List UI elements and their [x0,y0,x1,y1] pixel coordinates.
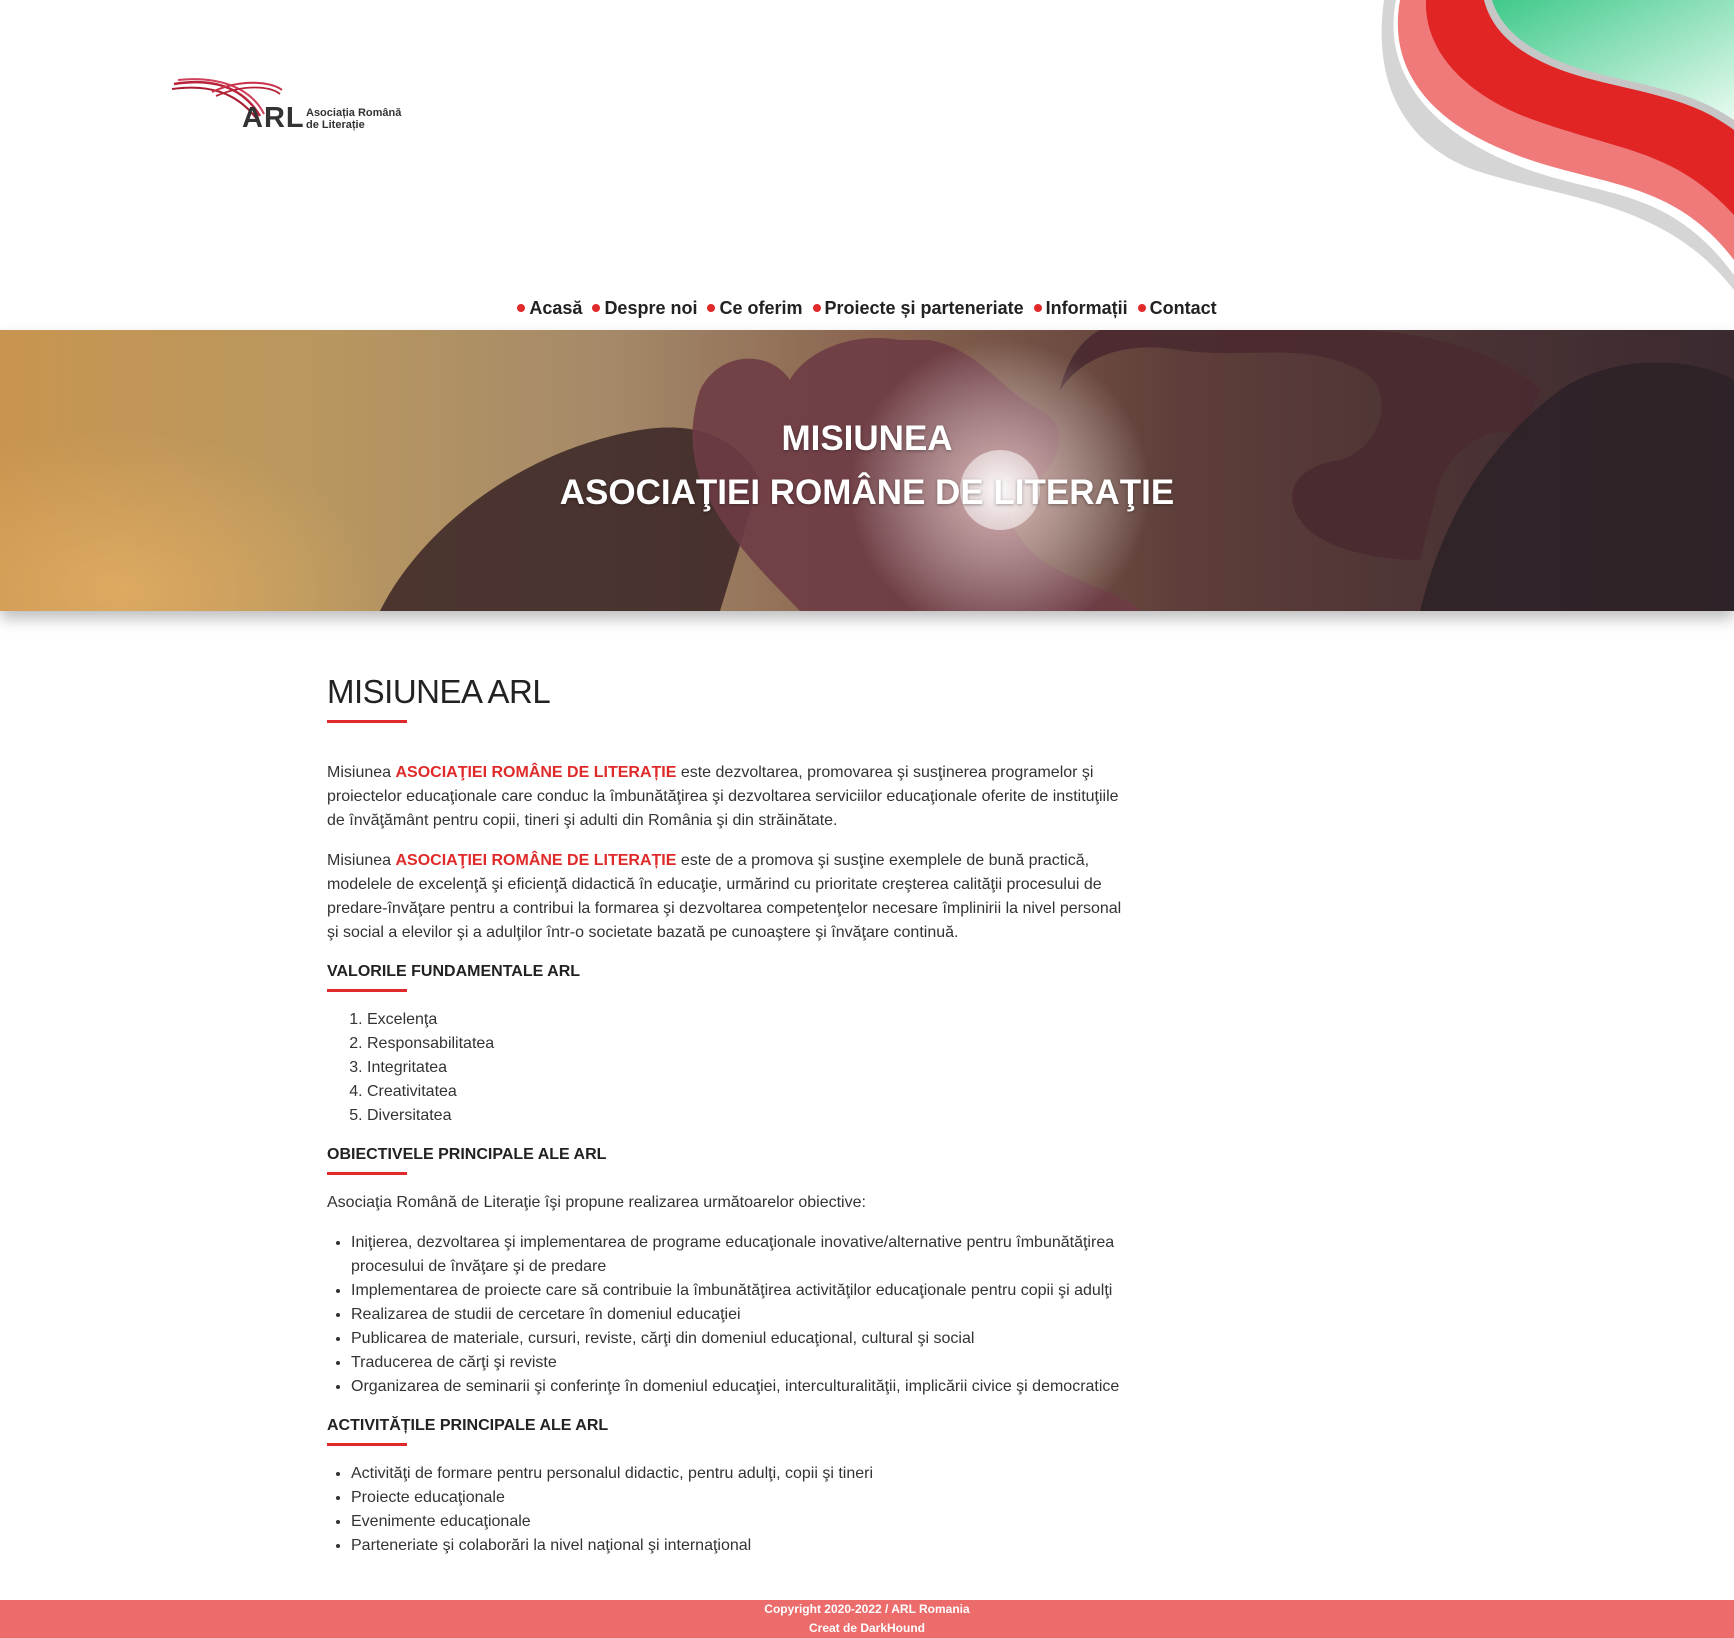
list-item: 5. Diversitatea [367,1104,1127,1128]
list-item: • Activităţi de formare pentru personalul didactic, pentru adulţi, copii şi tineri [351,1462,1127,1486]
list-item: • Proiecte educaţionale [351,1486,1127,1510]
nav-item-proiecte[interactable] [813,298,1024,319]
objectives-intro: Asociaţia Română de Literaţie îşi propune realizarea următoarelor obiective: [327,1194,866,1211]
mission-text: este dezvoltarea, promovarea şi susţinerea programelor şi proiectelor educaţionale care conduc la îmbunătăţirea şi dezvoltarea serviciilor educaţionale oferite de instituţiile de învăţământ pentru copii, tineri şi adulti din România şi din străinătate. [327,764,1119,829]
bullet-icon [1138,304,1146,312]
nav-item-acasa[interactable] [517,298,582,319]
values-list [327,1008,1127,1128]
activities-heading: ACTIVITĂȚILE PRINCIPALE ALE ARL [327,1417,609,1434]
nav-item-contact[interactable] [1138,298,1217,319]
list-item: 3. Integritatea [367,1056,1127,1080]
nav-link-despre-noi[interactable]: Despre noi [604,297,698,318]
nav-link-acasa[interactable]: Acasă [529,297,583,318]
hero-banner [0,330,1734,611]
bullet-icon [1034,304,1042,312]
list-item: • Evenimente educaţionale [351,1510,1127,1534]
list-item: • Organizarea de seminarii şi conferinţe în domeniul educaţiei, interculturalităţii, implicării civice şi democratice [351,1375,1127,1399]
footer-credit[interactable]: Creat de DarkHound [808,1621,926,1635]
mission-paragraph-1 [327,761,1127,833]
hero-title-line1: MISIUNEA [781,419,953,458]
highlight-text: ASOCIAŢIEI ROMÂNE DE LITERAȚIE [395,852,677,869]
nav-link-ce-oferim[interactable]: Ce oferim [719,297,803,318]
nav-link-contact[interactable]: Contact [1149,297,1217,318]
site-footer [0,1600,1734,1638]
list-item: 2. Responsabilitatea [367,1032,1127,1056]
list-item: 4. Creativitatea [367,1080,1127,1104]
nav-item-informatii[interactable] [1034,298,1128,319]
page-title: MISIUNEA ARL [327,673,551,710]
hero-title-line2: ASOCIAŢIEI ROMÂNE DE LITERAŢIE [559,473,1175,512]
main-nav [0,296,1734,319]
list-item: • Publicarea de materiale, cursuri, reviste, cărţi din domeniul educaţional, cultural şi social [351,1327,1127,1351]
bullet-icon [517,304,525,312]
values-heading: VALORILE FUNDAMENTALE ARL [327,963,581,980]
list-item: 1. Excelenţa [367,1008,1127,1032]
bullet-icon [813,304,821,312]
main-content [327,670,1127,1558]
mission-text: Misiunea [327,852,396,869]
list-item: • Traducerea de cărţi şi reviste [351,1351,1127,1375]
decorative-wave-icon [1334,0,1734,290]
objectives-list [327,1231,1127,1399]
logo-text: ARL [242,102,305,134]
bullet-icon [592,304,600,312]
activities-list [327,1462,1127,1558]
site-logo[interactable] [172,76,412,136]
site-header [0,0,1734,330]
mission-text: este de a promova şi susţine exemplele de bună practică, modelele de excelenţă şi eficienţă didactică în educaţie, urmărind cu prioritate creşterea calităţii procesului de predare-învăţare pentru a contribui la formarea şi dezvoltarea competenţelor necesare împlinirii la nivel personal şi social a elevilor şi a adulţilor într-o societate bazată pe cunoaştere şi învăţare continuă. [327,852,1122,941]
nav-link-informatii[interactable]: Informații [1045,297,1128,318]
objectives-heading: OBIECTIVELE PRINCIPALE ALE ARL [327,1146,607,1163]
logo-subtitle-line2: de Literație [306,119,365,131]
mission-text: Misiunea [327,764,396,781]
logo-subtitle [306,107,416,131]
bullet-icon [707,304,715,312]
nav-item-despre-noi[interactable] [592,298,697,319]
hero-title [0,412,1734,520]
nav-link-proiecte[interactable]: Proiecte și parteneriate [824,297,1024,318]
highlight-text: ASOCIAŢIEI ROMÂNE DE LITERAȚIE [395,764,677,781]
footer-copyright: Copyright 2020-2022 / ARL Romania [764,1602,970,1616]
list-item: • Parteneriate şi colaborări la nivel naţional şi internaţional [351,1534,1127,1558]
list-item: • Implementarea de proiecte care să contribuie la îmbunătăţirea activităţilor educaţionale pentru copii şi adulţi [351,1279,1127,1303]
logo-subtitle-line1: Asociația Română [306,107,402,119]
nav-item-ce-oferim[interactable] [707,298,802,319]
list-item: • Iniţierea, dezvoltarea şi implementarea de programe educaţionale inovative/alternative pentru îmbunătăţirea procesului de învăţare şi de predare [351,1231,1127,1279]
list-item: • Realizarea de studii de cercetare în domeniul educaţiei [351,1303,1127,1327]
mission-paragraph-2 [327,849,1127,945]
